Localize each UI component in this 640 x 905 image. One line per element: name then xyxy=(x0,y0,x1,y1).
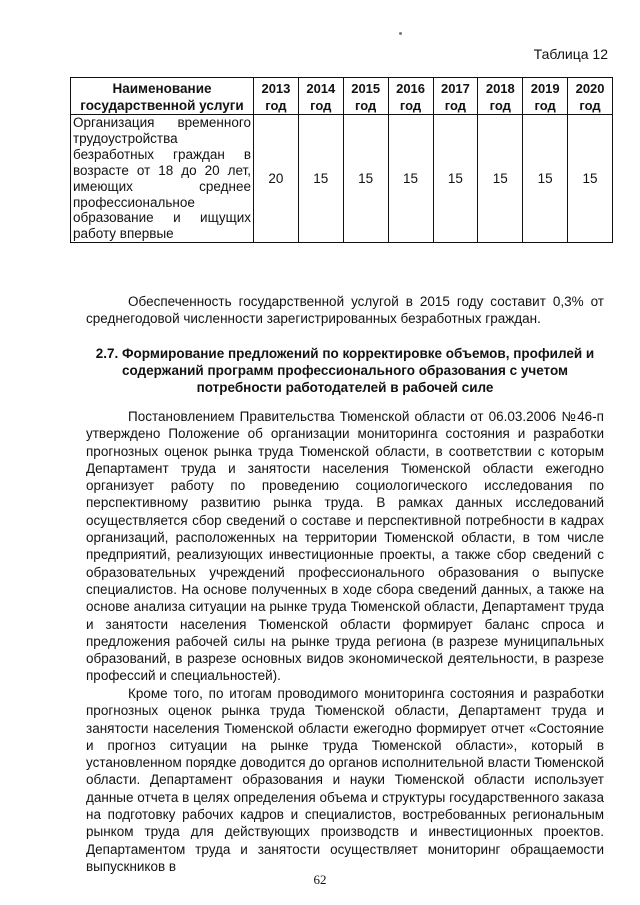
header-year-2017: 2017 год xyxy=(433,78,478,115)
header-year-2014: 2014 год xyxy=(298,78,343,115)
cell-value-2014: 15 xyxy=(298,115,343,243)
cell-value-2016: 15 xyxy=(388,115,433,243)
table-row xyxy=(71,115,613,243)
cell-service: Организация временного трудоустройства безработных граждан в возрасте от 18 до 20 лет, имеющих среднее профессиональное образование и ищущих работу впервые xyxy=(71,115,254,243)
table-caption: Таблица 12 xyxy=(533,46,608,62)
header-service-name: Наименование государственной услуги xyxy=(71,78,254,115)
header-year-2020: 2020 год xyxy=(568,78,613,115)
header-year-2015: 2015 год xyxy=(343,78,388,115)
services-table xyxy=(70,77,613,243)
paragraph-coverage: Обеспеченность государственной услугой в 2015 году составит 0,3% от среднегодовой численности зарегистрированных безработных граждан. xyxy=(86,294,604,327)
cell-value-2019: 15 xyxy=(523,115,568,243)
page-number: 62 xyxy=(313,872,327,887)
cell-value-2018: 15 xyxy=(478,115,523,243)
cell-value-2015: 15 xyxy=(343,115,388,243)
cell-value-2017: 15 xyxy=(433,115,478,243)
paragraph-report: Кроме того, по итогам проводимого мониторинга состояния и разработки прогнозных оценок рынка труда Тюменской области, Департамент труда и занятости населения Тюменской области ежегодно формирует отчет «Состояние и прогноз ситуации на рынке труда Тюменской области», который в установленном порядке доводится до органов исполнительной власти Тюменской области. Департамент образования и науки Тюменской области использует данные отчета в целях определения объема и структуры государственного заказа на подготовку рабочих кадров и специалистов, востребованных региональным рынком труда для действующих производств и инвестиционных проектов. Департаментом труда и занятости осуществляет мониторинг обращаемости выпускников в xyxy=(86,686,604,874)
scan-dot xyxy=(399,32,402,35)
cell-value-2013: 20 xyxy=(254,115,299,243)
paragraph-monitoring: Постановлением Правительства Тюменской области от 06.03.2006 №46-п утверждено Положение об организации мониторинга состояния и разработки прогнозных оценок рынка труда Тюменской области, в соответствии с которым Департамент труда и занятости населения Тюменской области ежегодно организует работу по проведению социологического исследования по перспективному развитию рынка труда. В рамках данных исследований осуществляется сбор сведений о составе и перспективной потребности в кадрах организаций, расположенных на территории Тюменской области, в том числе предприятий, реализующих инвестиционные проекты, а также сбор сведений с образовательных учреждений профессионального образования о выпуске специалистов. На основе полученных в ходе сбора сведений данных, а также на основе анализа ситуации на рынке труда Тюменской области, Департамент труда и занятости населения Тюменской области формирует баланс спроса и предложения рабочей силы на рынке труда региона (в разрезе муниципальных образований, в разрезе основных видов экономической деятельности, в разрезе профессий и специальностей). xyxy=(86,409,604,684)
header-year-2016: 2016 год xyxy=(388,78,433,115)
section-heading: 2.7. Формирование предложений по корректировке объемов, профилей и содержаний программ профессионального образования с учетом потребности работодателей в рабочей силе xyxy=(95,346,595,395)
header-year-2018: 2018 год xyxy=(478,78,523,115)
header-year-2019: 2019 год xyxy=(523,78,568,115)
header-year-2013: 2013 год xyxy=(254,78,299,115)
cell-value-2020: 15 xyxy=(568,115,613,243)
table-header-row xyxy=(71,78,613,115)
